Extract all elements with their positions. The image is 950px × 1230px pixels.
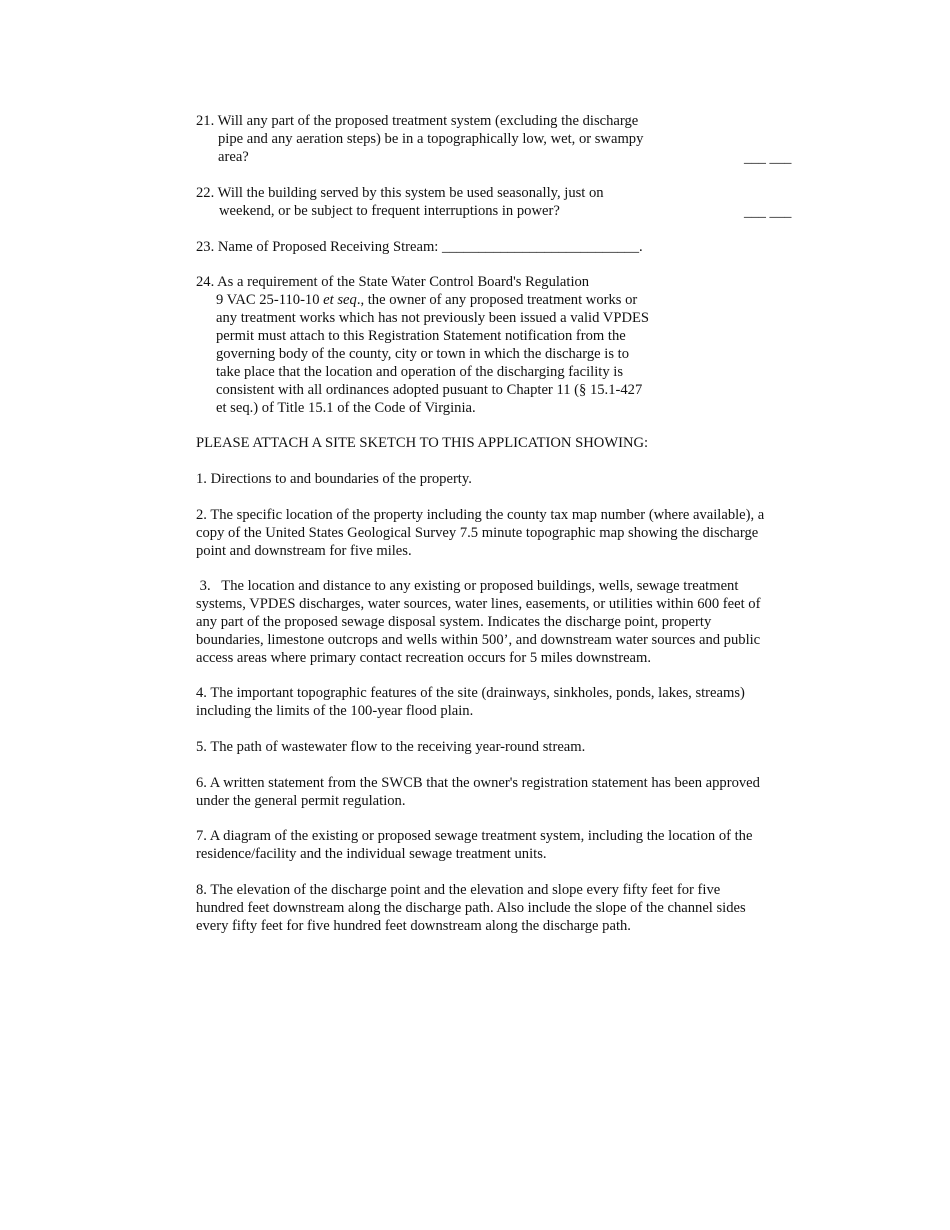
sketch-item-line: residence/facility and the individual sewage treatment units. (196, 846, 547, 862)
sketch-item-line: hundred feet downstream along the discharge path. Also include the slope of the channel sides (196, 900, 746, 916)
question-24-line: governing body of the county, city or town in which the discharge is to (216, 346, 630, 362)
question-24-line: et seq.) of Title 15.1 of the Code of Virginia. (216, 400, 476, 416)
question-24-line: permit must attach to this Registration Statement notification from the (216, 328, 626, 344)
question-21 (196, 112, 643, 166)
sketch-item-line: 3. The location and distance to any existing or proposed buildings, wells, sewage treatment (196, 578, 739, 594)
sketch-item-line: 2. The specific location of the property including the county tax map number (where available), a (196, 507, 765, 523)
question-24-line: 9 VAC 25-110-10 et seq., the owner of any proposed treatment works or (216, 292, 638, 308)
sketch-item-line: every fifty feet for five hundred feet downstream along the discharge path. (196, 918, 631, 934)
sketch-item-3 (196, 577, 810, 667)
sketch-item-line: 5. The path of wastewater flow to the receiving year-round stream. (196, 739, 586, 755)
sketch-item-line: copy of the United States Geological Survey 7.5 minute topographic map showing the discharge (196, 525, 759, 541)
sketch-item-line: 4. The important topographic features of the site (drainways, sinkholes, ponds, lakes, streams) (196, 685, 745, 701)
question-24 (196, 273, 649, 417)
sketch-item-line: point and downstream for five miles. (196, 543, 412, 559)
question-24-line: any treatment works which has not previously been issued a valid VPDES (216, 310, 650, 326)
sketch-item-8 (196, 881, 810, 935)
sketch-item-line: 7. A diagram of the existing or proposed sewage treatment system, including the location of the (196, 828, 753, 844)
sketch-item-line: under the general permit regulation. (196, 793, 406, 809)
sketch-item-6 (196, 774, 810, 810)
question-24-line: take place that the location and operation of the discharging facility is (216, 364, 624, 380)
sketch-item-line: any part of the proposed sewage disposal system. Indicates the discharge point, property (196, 614, 712, 630)
question-21-line: area? (218, 149, 249, 165)
sketch-item-line: including the limits of the 100-year flood plain. (196, 703, 474, 719)
question-24-line: 24. As a requirement of the State Water Control Board's Regulation (196, 274, 590, 290)
sketch-item-5 (196, 738, 810, 756)
sketch-item-line: 1. Directions to and boundaries of the property. (196, 471, 472, 487)
sketch-item-2 (196, 506, 810, 560)
site-sketch-heading-text: PLEASE ATTACH A SITE SKETCH TO THIS APPLICATION SHOWING: (196, 435, 649, 451)
question-23 (196, 238, 643, 256)
question-21-answer-blanks[interactable]: ___ ___ (744, 150, 792, 166)
question-21-line: pipe and any aeration steps) be in a topographically low, wet, or swampy (218, 131, 644, 147)
question-21-line: 21. Will any part of the proposed treatment system (excluding the discharge (196, 113, 639, 129)
sketch-item-1 (196, 470, 810, 488)
site-sketch-heading (196, 434, 648, 452)
sketch-item-line: boundaries, limestone outcrops and wells within 500’, and downstream water sources and public (196, 632, 761, 648)
sketch-item-4 (196, 684, 810, 720)
sketch-item-line: access areas where primary contact recreation occurs for 5 miles downstream. (196, 650, 652, 666)
question-22 (196, 184, 604, 220)
sketch-item-line: systems, VPDES discharges, water sources, water lines, easements, or utilities within 600 feet of (196, 596, 761, 612)
sketch-item-7 (196, 827, 810, 863)
question-22-line: 22. Will the building served by this system be used seasonally, just on (196, 185, 604, 201)
sketch-item-line: 6. A written statement from the SWCB that the owner's registration statement has been approved (196, 775, 760, 791)
question-22-line: weekend, or be subject to frequent interruptions in power? (219, 203, 560, 219)
question-23-receiving-stream[interactable]: 23. Name of Proposed Receiving Stream: ___________________________. (196, 239, 643, 255)
sketch-item-line: 8. The elevation of the discharge point and the elevation and slope every fifty feet for five (196, 882, 721, 898)
question-22-answer-blanks[interactable]: ___ ___ (744, 204, 792, 220)
question-24-line: consistent with all ordinances adopted pusuant to Chapter 11 (§ 15.1-427 (216, 382, 643, 398)
